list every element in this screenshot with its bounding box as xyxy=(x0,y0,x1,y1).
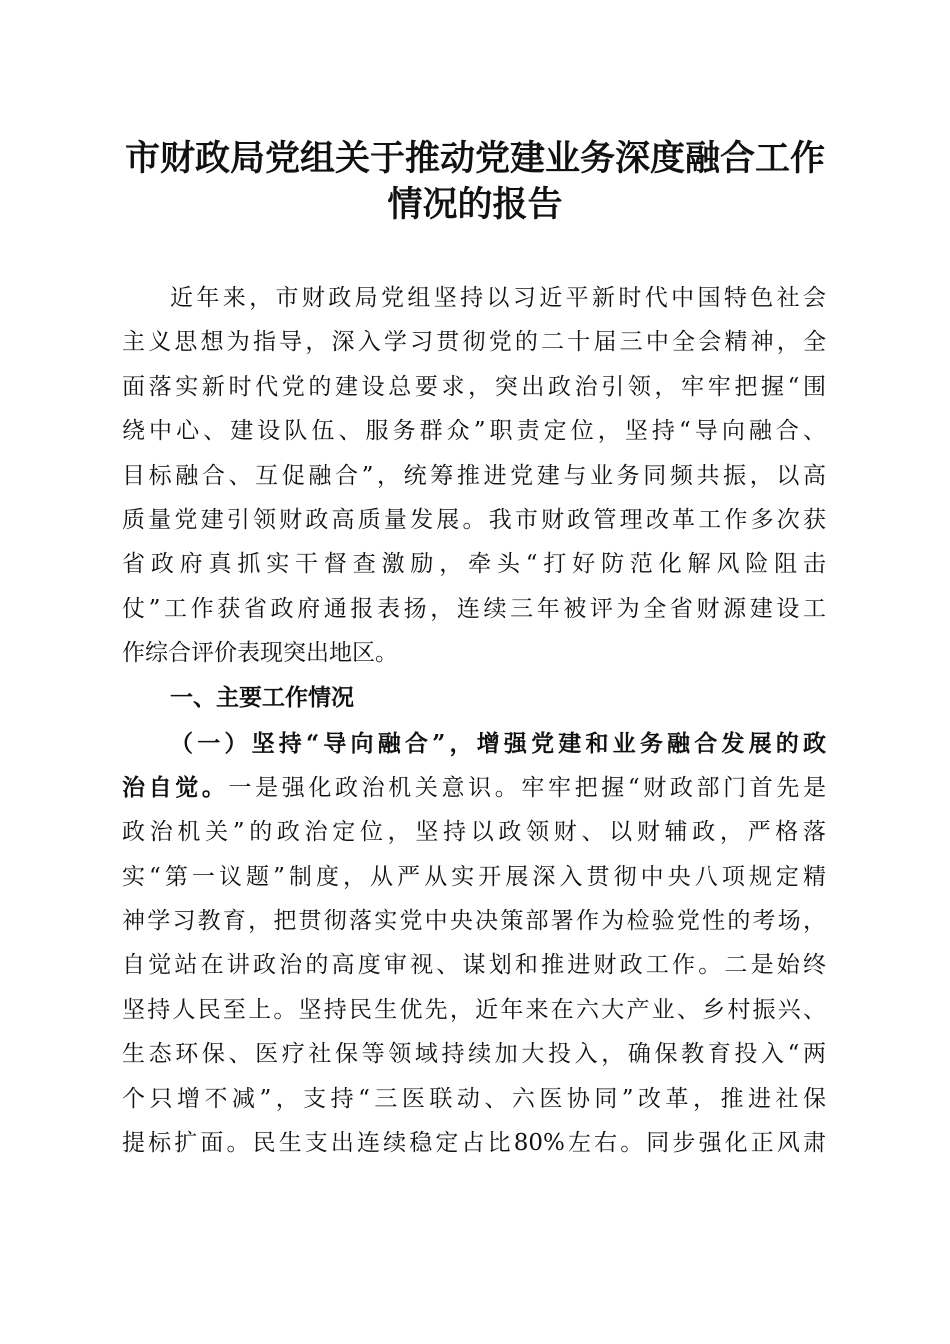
paragraph-text: 一是强化政治机关意识。牢牢把握“财政部门首先是 xyxy=(228,774,826,801)
paragraph-line: 政治机关”的政治定位，坚持以政领财、以财辅政，严格落 xyxy=(122,819,826,846)
paragraph-line: 主义思想为指导，深入学习贯彻党的二十届三中全会精神，全 xyxy=(122,329,826,356)
paragraph-line: 面落实新时代党的建设总要求，突出政治引领，牢牢把握“围 xyxy=(122,373,826,400)
paragraph-line: 自觉站在讲政治的高度审视、谋划和推进财政工作。二是始终 xyxy=(122,952,826,979)
subsection-heading-line: （一）坚持“导向融合”，增强党建和业务融合发展的政 xyxy=(170,729,826,757)
paragraph-line: 近年来，市财政局党组坚持以习近平新时代中国特色社会 xyxy=(170,285,826,311)
document-body xyxy=(122,276,826,1165)
subsection-heading-tail: 治自觉。 xyxy=(122,773,229,801)
paragraph-line: 目标融合、互促融合”，统筹推进党建与业务同频共振，以高 xyxy=(122,462,826,489)
subsection-1-paragraph xyxy=(122,722,826,1166)
paragraph-line: 省政府真抓实干督查激励，牵头“打好防范化解风险阻击 xyxy=(122,551,826,578)
paragraph-line: 仗”工作获省政府通报表扬，连续三年被评为全省财源建设工 xyxy=(122,595,826,622)
intro-paragraph xyxy=(122,276,826,676)
paragraph-line xyxy=(122,766,826,810)
paragraph-line: 作综合评价表现突出地区。 xyxy=(122,640,398,667)
title-line-1: 市财政局党组关于推动党建业务深度融合工作 xyxy=(124,138,825,179)
paragraph-line: 坚持人民至上。坚持民生优先，近年来在六大产业、乡村振兴、 xyxy=(122,996,826,1023)
section-heading: 一、主要工作情况 xyxy=(170,683,354,711)
document-title xyxy=(0,136,950,228)
paragraph-line: 个只增不减”，支持“三医联动、六医协同”改革，推进社保 xyxy=(122,1085,826,1112)
paragraph-line: 质量党建引领财政高质量发展。我市财政管理改革工作多次获 xyxy=(122,506,826,533)
paragraph-line: 提标扩面。民生支出连续稳定占比80%左右。同步强化正风肃 xyxy=(122,1130,826,1157)
title-line-2: 情况的报告 xyxy=(387,184,563,225)
paragraph-line: 生态环保、医疗社保等领域持续加大投入，确保教育投入“两 xyxy=(122,1041,826,1068)
paragraph-line: 实“第一议题”制度，从严从实开展深入贯彻中央八项规定精 xyxy=(122,863,826,890)
paragraph-line: 神学习教育，把贯彻落实党中央决策部署作为检验党性的考场， xyxy=(122,908,826,935)
paragraph-line: 绕中心、建设队伍、服务群众”职责定位，坚持“导向融合、 xyxy=(122,418,826,445)
